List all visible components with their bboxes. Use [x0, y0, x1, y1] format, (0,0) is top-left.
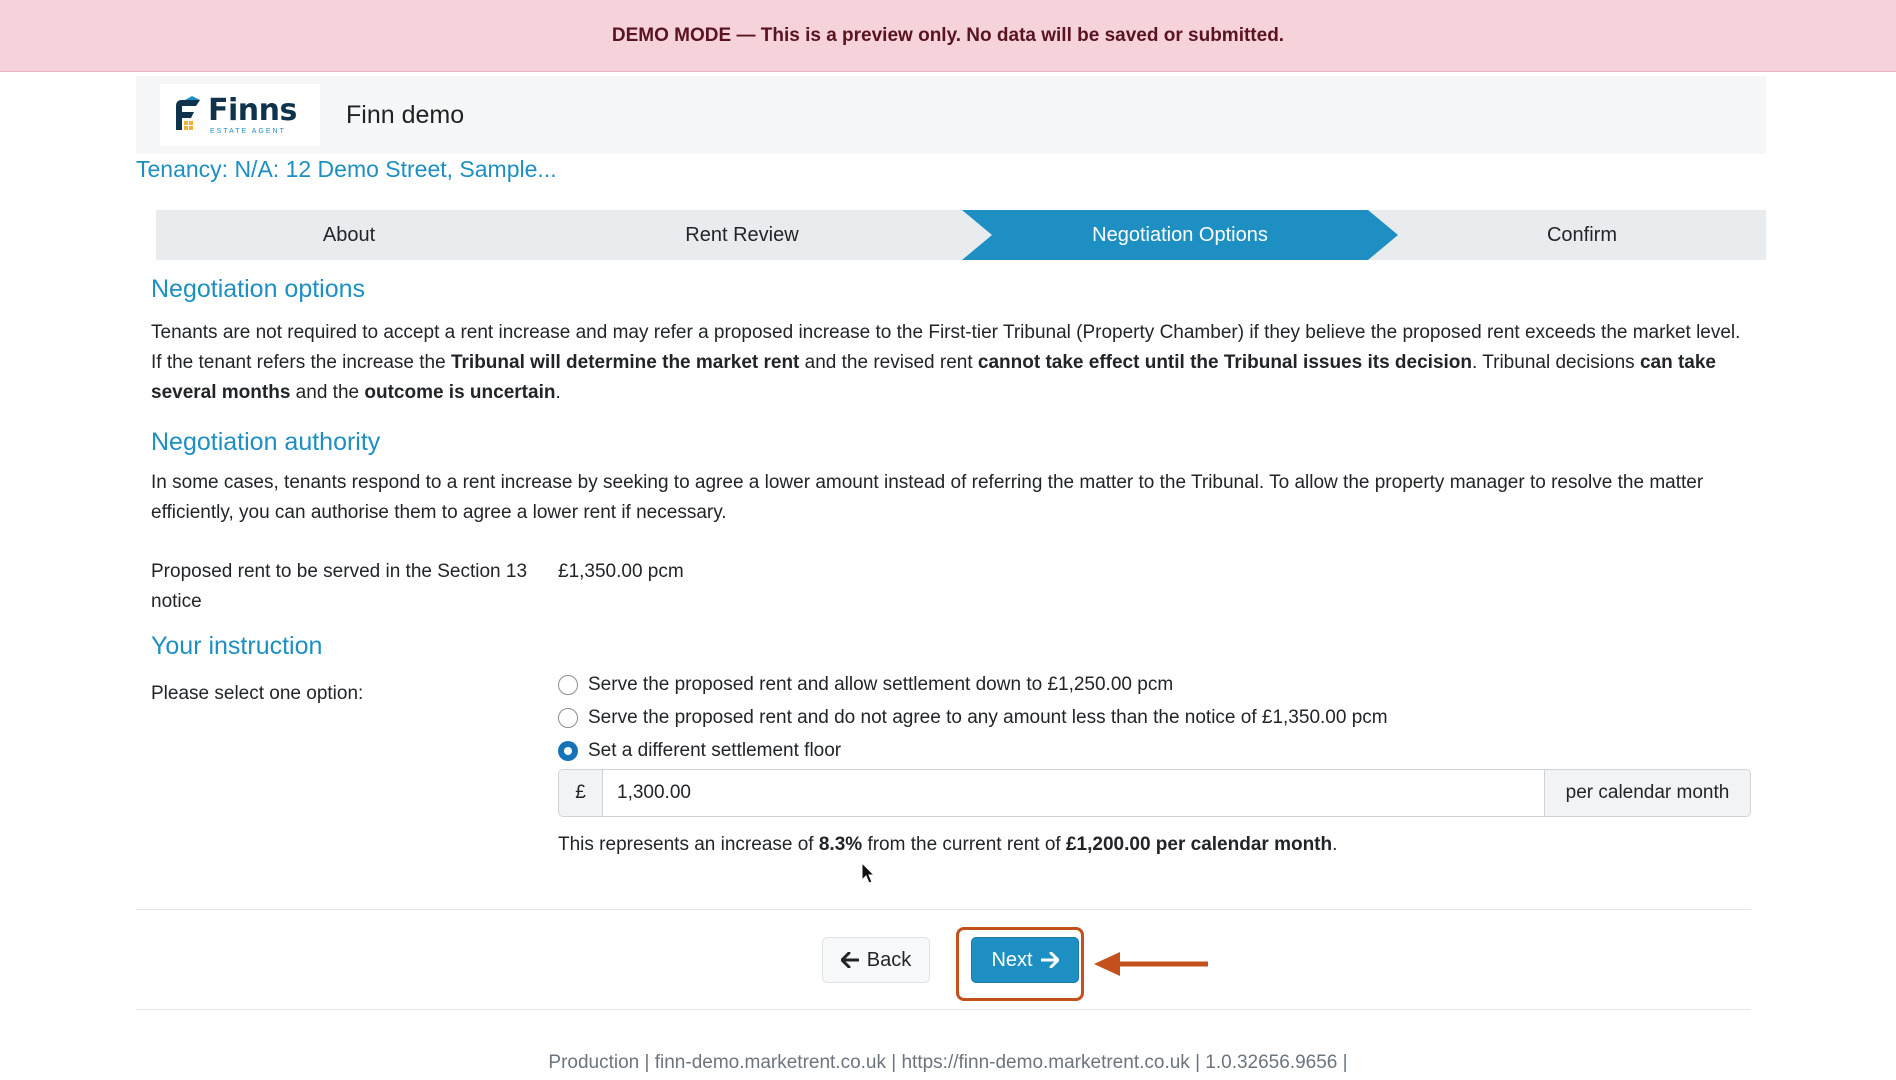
- radio-option-no-less-than-notice[interactable]: [558, 704, 1388, 732]
- divider: [136, 1009, 1751, 1010]
- radio-option-settle-1250[interactable]: [558, 671, 1173, 699]
- section-heading-your-instruction: Your instruction: [151, 632, 323, 660]
- arrow-left-icon: [841, 952, 859, 968]
- radio-label[interactable]: Serve the proposed rent and allow settlement down to £1,250.00 pcm: [588, 674, 1174, 695]
- negotiation-options-text: Tenants are not required to accept a rent increase and may refer a proposed increase to the First-tier Tribunal (Property Chamber) if they believe the proposed rent exceeds the market level. If the tenant refers the increase the Tribunal will determine the market rent and the revised rent cannot take effect until the Tribunal issues its decision. Tribunal decisions can take several months and the outcome is uncertain.: [151, 322, 1741, 403]
- app-name: Finn demo: [346, 100, 465, 129]
- arrow-right-icon: [1041, 952, 1059, 968]
- next-button[interactable]: [971, 937, 1079, 983]
- company-logo[interactable]: [160, 84, 320, 146]
- section-heading-negotiation-authority: Negotiation authority: [151, 428, 381, 456]
- step-label: About: [322, 223, 376, 246]
- back-button[interactable]: [822, 937, 930, 983]
- app-header: [136, 76, 1766, 154]
- radio-option-different-floor[interactable]: [558, 737, 841, 765]
- step-about[interactable]: [156, 210, 542, 260]
- demo-mode-text: DEMO MODE — This is a preview only. No data will be saved or submitted.: [611, 24, 1285, 46]
- radio-label[interactable]: Serve the proposed rent and do not agree to any amount less than the notice of £1,350.00 pcm: [588, 707, 1388, 728]
- step-progress-bar: [156, 210, 1766, 260]
- currency-prefix: £: [559, 770, 603, 816]
- select-option-prompt: Please select one option:: [151, 683, 364, 704]
- radio-button[interactable]: [558, 708, 578, 728]
- back-button-label: Back: [866, 948, 912, 971]
- step-label: Negotiation Options: [1092, 223, 1268, 246]
- step-negotiation-options[interactable]: [962, 210, 1398, 260]
- next-button-label: Next: [991, 948, 1033, 971]
- step-label: Confirm: [1546, 223, 1617, 246]
- negotiation-authority-text: In some cases, tenants respond to a rent increase by seeking to agree a lower amount instead of referring the matter to the Tribunal. To allow the property manager to resolve the matter efficiently, you can authorise them to agree a lower rent if necessary.: [151, 472, 1704, 523]
- proposed-rent-label: Proposed rent to be served in the Section 13 notice: [151, 561, 528, 612]
- radio-button-selected[interactable]: [558, 741, 578, 761]
- annotation-arrow-icon: [1094, 949, 1210, 979]
- tenancy-title[interactable]: Tenancy: N/A: 12 Demo Street, Sample...: [136, 156, 557, 182]
- logo-wordmark: Finns: [208, 92, 297, 128]
- section-heading-negotiation-options: Negotiation options: [151, 275, 366, 303]
- settlement-floor-amount-input[interactable]: [603, 770, 1544, 816]
- step-confirm[interactable]: [1398, 210, 1766, 260]
- demo-mode-banner: [0, 0, 1896, 72]
- step-rent-review[interactable]: [542, 210, 942, 260]
- step-label: Rent Review: [685, 223, 799, 246]
- divider: [136, 909, 1751, 910]
- footer-environment-info: Production | finn-demo.marketrent.co.uk | https://finn-demo.marketrent.co.uk | 1.0.32656.9656 |: [548, 1052, 1348, 1073]
- increase-summary-text: This represents an increase of 8.3% from the current rent of £1,200.00 per calendar month.: [558, 834, 1338, 855]
- radio-button[interactable]: [558, 675, 578, 695]
- mouse-cursor-icon: [861, 862, 877, 886]
- finns-logo-icon: [172, 96, 204, 134]
- logo-subtitle: ESTATE AGENT: [210, 127, 286, 135]
- proposed-rent-value: £1,350.00 pcm: [558, 561, 684, 582]
- radio-label[interactable]: Set a different settlement floor: [588, 740, 842, 761]
- settlement-floor-input-group: [558, 769, 1751, 817]
- unit-suffix: per calendar month: [1544, 770, 1750, 816]
